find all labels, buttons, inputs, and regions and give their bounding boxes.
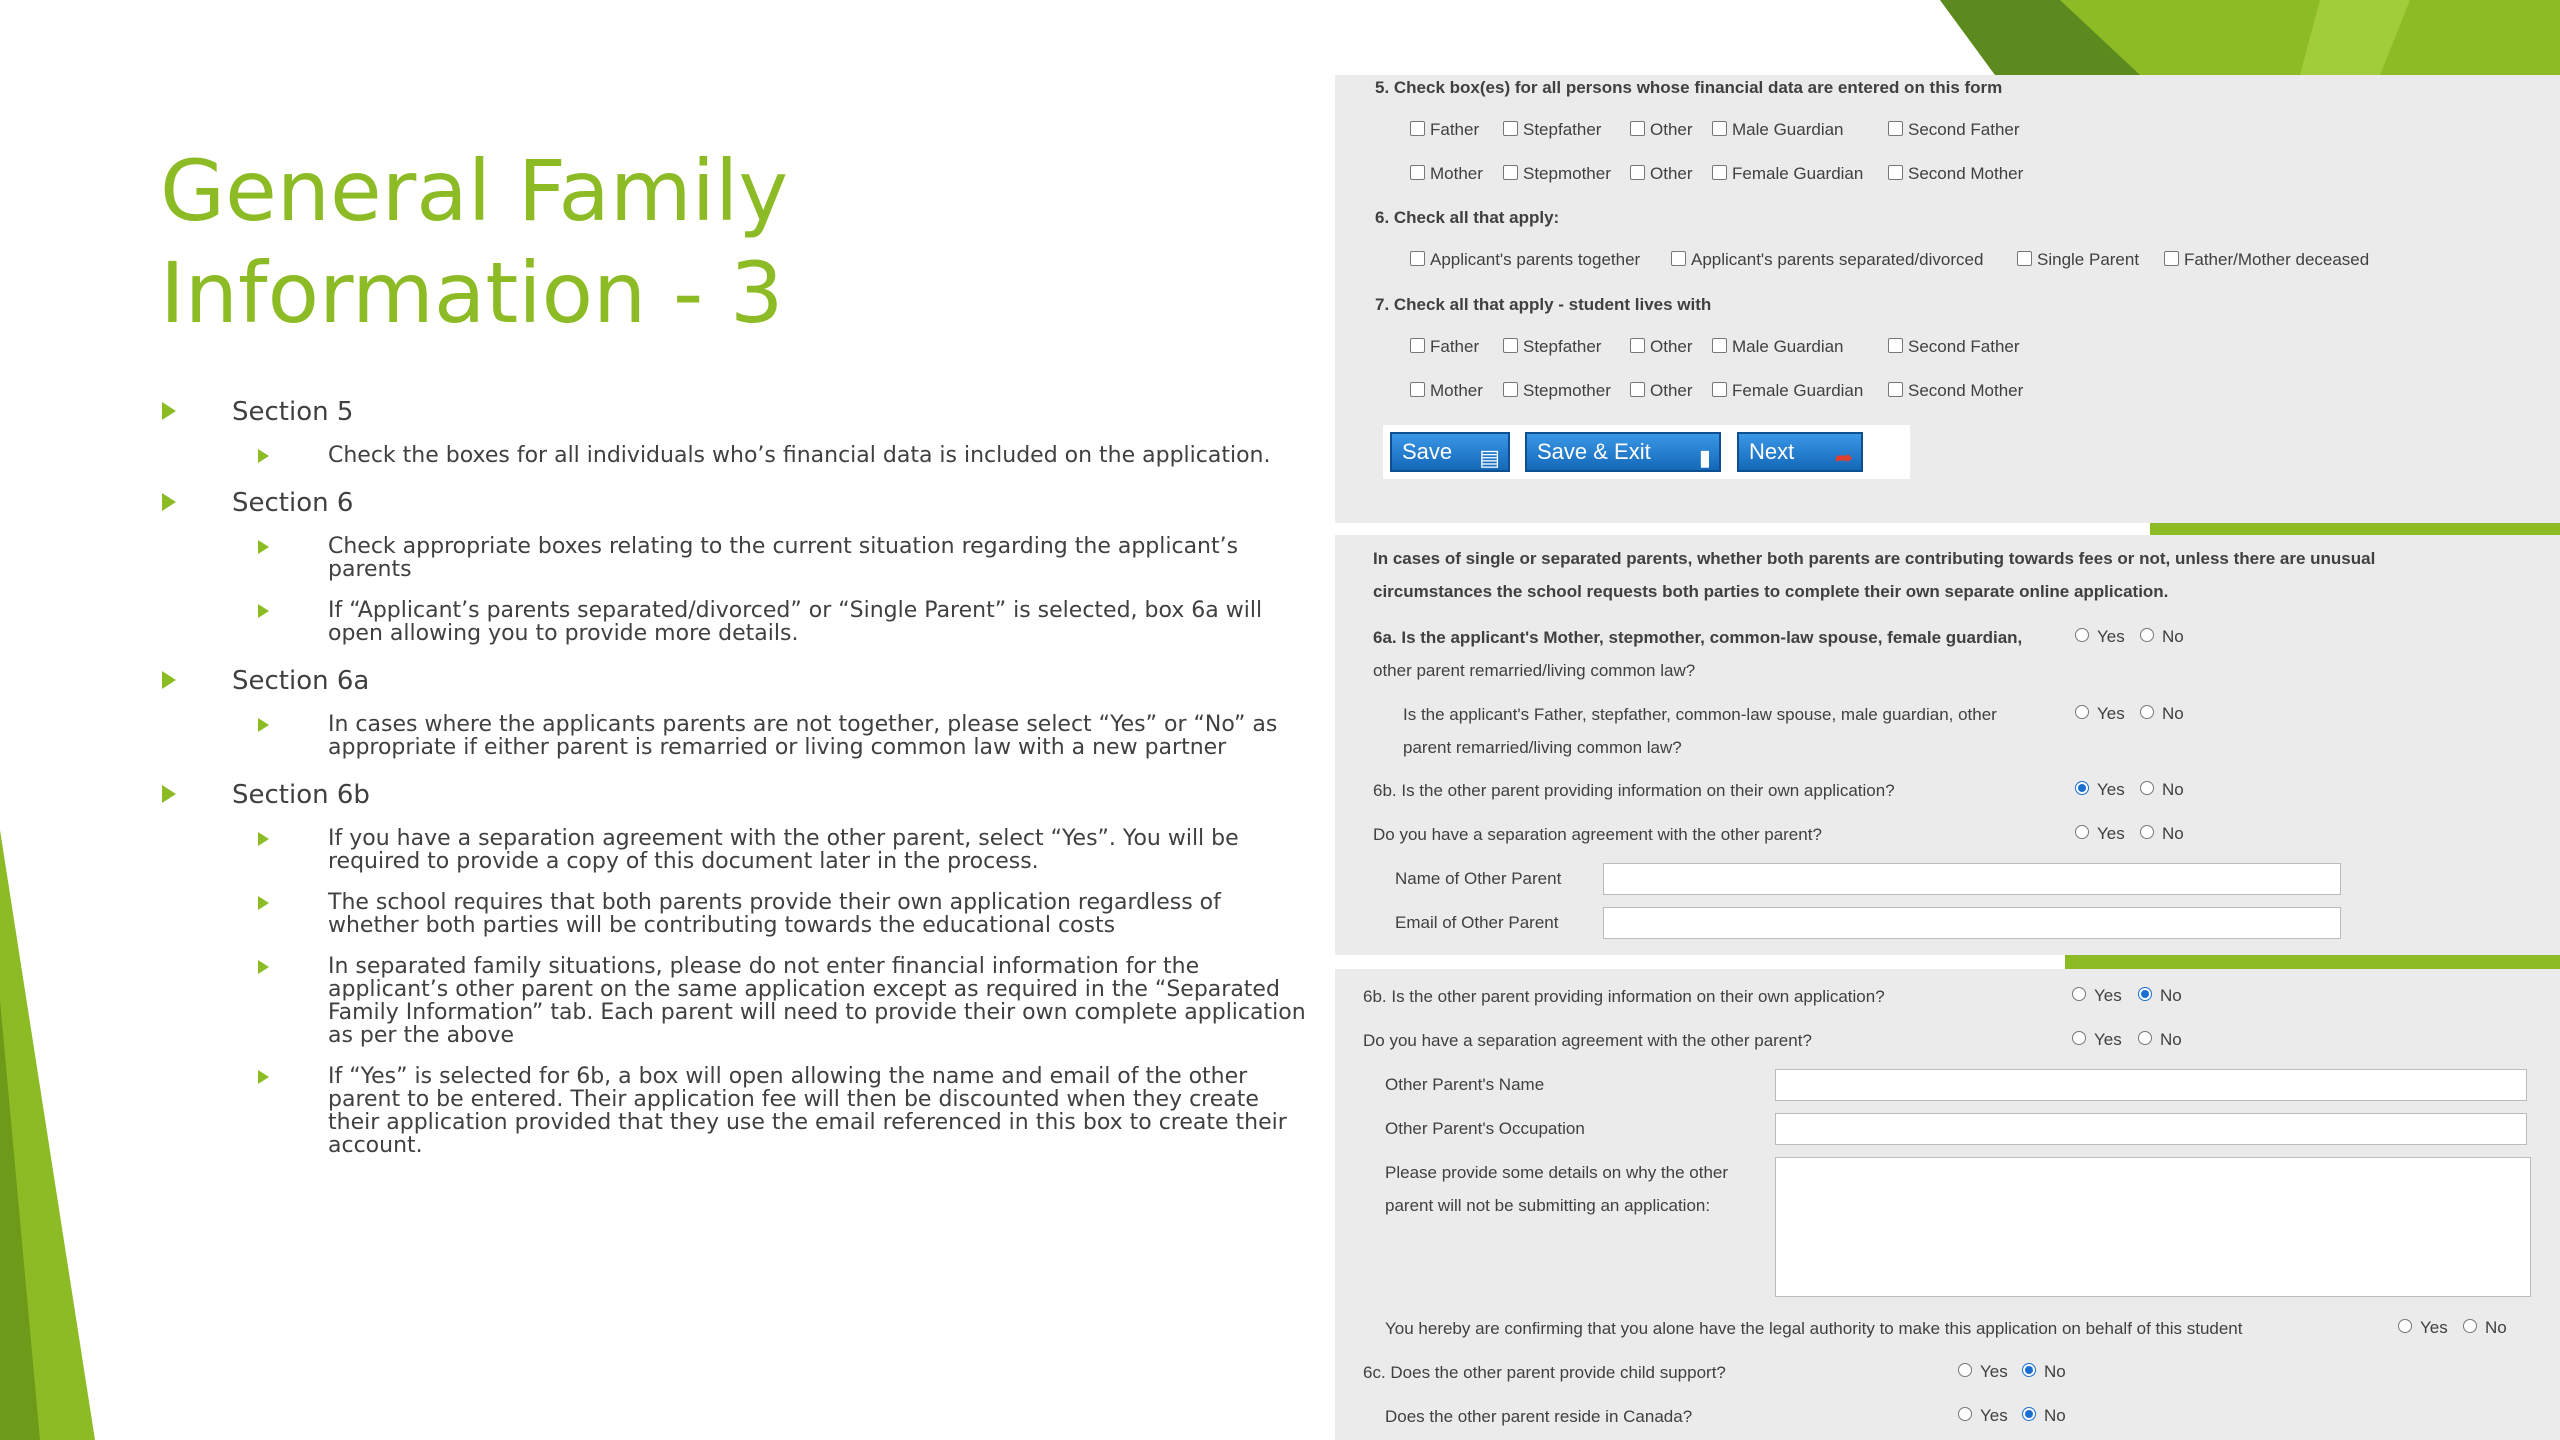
bullet-arrow-icon	[258, 960, 269, 974]
other-parent-occupation-input[interactable]	[1775, 1113, 2527, 1145]
radio-separation-no[interactable]	[2138, 1031, 2152, 1045]
slide-title	[160, 140, 860, 344]
checkbox-lives-female-guardian[interactable]	[1712, 382, 1727, 397]
checkbox-stepfather[interactable]	[1503, 121, 1518, 136]
divider-green	[2150, 523, 2560, 535]
radio-separation-no[interactable]	[2140, 825, 2154, 839]
bullet-list	[160, 380, 1310, 1175]
checkbox-parents-separated[interactable]	[1671, 251, 1686, 266]
bullet-arrow-icon	[258, 1070, 269, 1084]
details-label-line-2: parent will not be submitting an application:	[1385, 1196, 1711, 1215]
save-exit-button[interactable]: Save & Exit ▮	[1525, 432, 1721, 472]
question-6a-father: Is the applicant's Father, stepfather, common-law spouse, male guardian, other	[1403, 705, 1997, 724]
question-6b: 6b. Is the other parent providing information on their own application?	[1373, 781, 1895, 800]
question-separation-agreement: Do you have a separation agreement with the other parent?	[1363, 1031, 1812, 1050]
checkbox-stepmother[interactable]	[1503, 165, 1518, 180]
checkbox-lives-second-mother[interactable]	[1888, 382, 1903, 397]
section-6b-item: In separated family situations, please do not enter financial information for the applicant’s other parent on the same application except as required in the “Separated Family Information” tab. Each parent will need to provide their own complete application as per the above	[160, 955, 1310, 1047]
other-parent-name-input[interactable]	[1775, 1069, 2527, 1101]
arrow-right-icon: ➦	[1834, 445, 1853, 470]
checkbox-father[interactable]	[1410, 121, 1425, 136]
bullet-arrow-icon	[258, 718, 269, 732]
save-button[interactable]: Save ▤	[1390, 432, 1510, 472]
section-6-item: Check appropriate boxes relating to the current situation regarding the applicant’s parents	[160, 535, 1310, 581]
checkbox-lives-other[interactable]	[1630, 338, 1645, 353]
question-separation-agreement: Do you have a separation agreement with the other parent?	[1373, 825, 1822, 844]
question-6b: 6b. Is the other parent providing information on their own application?	[1363, 987, 1885, 1006]
radio-6a-father-no[interactable]	[2140, 705, 2154, 719]
checkbox-lives-stepmother[interactable]	[1503, 382, 1518, 397]
question-6a-mother: 6a. Is the applicant's Mother, stepmother, common-law spouse, female guardian,	[1373, 628, 2023, 647]
question-6c: 6c. Does the other parent provide child support?	[1363, 1363, 1726, 1382]
name-label: Other Parent's Name	[1385, 1075, 1545, 1094]
section-6b-item: If “Yes” is selected for 6b, a box will open allowing the name and email of the other parent to be entered. Their application fee will then be discounted when they create their application provided that they use the email referenced in this box to create their account.	[160, 1065, 1310, 1157]
checkbox-other[interactable]	[1630, 121, 1645, 136]
details-label-line-1: Please provide some details on why the other	[1385, 1163, 1729, 1182]
section-5-bullet: Section 5 Check the boxes for all individuals who’s financial data is included on the application.	[160, 394, 1310, 467]
checkbox-parent-deceased[interactable]	[2164, 251, 2179, 266]
separated-note-line-1: In cases of single or separated parents, whether both parents are contributing towards fees or not, unless there are unusual	[1373, 549, 2376, 568]
top-right-green-accent	[1940, 0, 2560, 80]
name-label: Name of Other Parent	[1395, 869, 1562, 888]
question-reside-canada: Does the other parent reside in Canada?	[1385, 1407, 1693, 1426]
other-parent-email-input[interactable]	[1603, 907, 2341, 939]
checkbox-other[interactable]	[1630, 165, 1645, 180]
separated-note-line-2: circumstances the school requests both parties to complete their own separate online application.	[1373, 582, 2169, 601]
section-6-item: If “Applicant’s parents separated/divorced” or “Single Parent” is selected, box 6a will open allowing you to provide more details.	[160, 599, 1310, 645]
section-6b-bullet: Section 6b If you have a separation agreement with the other parent, select “Yes”. You will be required to provide a copy of this document later in the process. The school requires that both parents provide their own application regardless of whether both parties will be contributing towards the educational costs In separated family situations, please do not enter financial information for the applicant’s other parent on the same application except as required in the “Separated Family Information” tab. Each parent will need to provide their own complete application as per the above If “Yes” is selected for 6b, a box will open allowing the name and email of the other parent to be entered. Their application fee will then be discounted when they create their application provided that they use the email referenced in this box to create their account.	[160, 777, 1310, 1157]
bullet-arrow-icon	[162, 402, 176, 420]
checkbox-male-guardian[interactable]	[1712, 121, 1727, 136]
radio-6a-mother-no[interactable]	[2140, 628, 2154, 642]
form-panel-section-6b-6c: 6b. Is the other parent providing information on their own application? Yes No Do you have a separation agreement with the other parent? Yes No Other Parent's Name Other Parent's Occupation Please provide some details on why the other parent will not be submitting an application: You hereby are confirming that you alone have the legal authority to make this application on behalf of this student Yes No 6c. Does the other parent provide child support? Yes No Does the other parent reside in Canada? Yes No	[1335, 969, 2560, 1440]
left-green-accent	[0, 0, 100, 1440]
bullet-arrow-icon	[258, 449, 269, 463]
checkbox-female-guardian[interactable]	[1712, 165, 1727, 180]
radio-6b-yes[interactable]	[2072, 987, 2086, 1001]
bullet-arrow-icon	[258, 540, 269, 554]
floppy-disk-icon: ▤	[1479, 445, 1500, 470]
bullet-arrow-icon	[258, 832, 269, 846]
radio-6b-no-selected[interactable]	[2138, 987, 2152, 1001]
radio-authority-no[interactable]	[2463, 1319, 2477, 1333]
checkbox-parents-together[interactable]	[1410, 251, 1425, 266]
radio-6a-mother-yes[interactable]	[2075, 628, 2089, 642]
section-6-bullet: Section 6 Check appropriate boxes relating to the current situation regarding the applicant’s parents If “Applicant’s parents separated/divorced” or “Single Parent” is selected, box 6a will open allowing you to provide more details.	[160, 485, 1310, 645]
radio-separation-yes[interactable]	[2075, 825, 2089, 839]
checkbox-lives-second-father[interactable]	[1888, 338, 1903, 353]
radio-separation-yes[interactable]	[2072, 1031, 2086, 1045]
bullet-arrow-icon	[162, 493, 176, 511]
section-6b-item: If you have a separation agreement with the other parent, select “Yes”. You will be required to provide a copy of this document later in the process.	[160, 827, 1310, 873]
authority-confirmation: You hereby are confirming that you alone have the legal authority to make this application on behalf of this student	[1385, 1319, 2243, 1338]
next-button[interactable]: Next ➦	[1737, 432, 1863, 472]
checkbox-second-father[interactable]	[1888, 121, 1903, 136]
radio-canada-yes[interactable]	[1958, 1407, 1972, 1421]
form-panel-section-6a: In cases of single or separated parents, whether both parents are contributing towards fees or not, unless there are unusual circumstances the school requests both parties to complete their own separate online application. 6a. Is the applicant's Mother, stepmother, common-law spouse, female guardian, other parent remarried/living common law? Yes No Is the applicant's Father, stepfather, common-law spouse, male guardian, other parent remarried/living common law? Yes No 6b. Is the other parent providing information on their own application? Yes No Do you have a separation agreement with the other parent? Yes No Name of Other Parent Email of Other Parent	[1335, 535, 2560, 955]
radio-6a-father-yes[interactable]	[2075, 705, 2089, 719]
form-panel-sections-5-7: 5. Check box(es) for all persons whose financial data are entered on this form Father Stepfather Other Male Guardian Second Father Mother Stepmother Other Female Guardian Second Mother 6. Check all that apply: Applicant's parents together Applicant's parents separated/divorced Single Parent Father/Mother deceased 7. Check all that apply - student lives with Father Stepfather Other Male Guardian Second Father Mother Stepmother Other Female Guardian Second Mother Save ▤ Save & Exit ▮ Next ➦	[1335, 75, 2560, 523]
checkbox-lives-other[interactable]	[1630, 382, 1645, 397]
radio-authority-yes[interactable]	[2398, 1319, 2412, 1333]
radio-6c-no-selected[interactable]	[2022, 1363, 2036, 1377]
section-6b-item: The school requires that both parents provide their own application regardless of whether both parties will be contributing towards the educational costs	[160, 891, 1310, 937]
section-6a-bullet: Section 6a In cases where the applicants parents are not together, please select “Yes” or “No” as appropriate if either parent is remarried or living common law with a new partner	[160, 663, 1310, 759]
radio-6b-yes-selected[interactable]	[2075, 781, 2089, 795]
checkbox-mother[interactable]	[1410, 165, 1425, 180]
other-parent-name-input[interactable]	[1603, 863, 2341, 895]
section-5-item: Check the boxes for all individuals who’s financial data is included on the application.	[160, 444, 1310, 467]
radio-6b-no[interactable]	[2140, 781, 2154, 795]
question-7: 7. Check all that apply - student lives with	[1375, 295, 1712, 314]
divider-green	[2065, 955, 2560, 969]
checkbox-lives-stepfather[interactable]	[1503, 338, 1518, 353]
exit-door-icon: ▮	[1698, 445, 1711, 470]
occupation-label: Other Parent's Occupation	[1385, 1119, 1585, 1138]
radio-canada-no-selected[interactable]	[2022, 1407, 2036, 1421]
bullet-arrow-icon	[162, 671, 176, 689]
question-5: 5. Check box(es) for all persons whose financial data are entered on this form	[1375, 78, 2003, 97]
title-line-1: General Family	[160, 142, 789, 240]
checkbox-lives-male-guardian[interactable]	[1712, 338, 1727, 353]
title-line-2: Information - 3	[160, 244, 784, 342]
email-label: Email of Other Parent	[1395, 913, 1559, 932]
checkbox-second-mother[interactable]	[1888, 165, 1903, 180]
checkbox-lives-father[interactable]	[1410, 338, 1425, 353]
checkbox-single-parent[interactable]	[2017, 251, 2032, 266]
section-6a-item: In cases where the applicants parents are not together, please select “Yes” or “No” as appropriate if either parent is remarried or living common law with a new partner	[160, 713, 1310, 759]
details-textarea[interactable]	[1775, 1157, 2531, 1297]
question-6: 6. Check all that apply:	[1375, 208, 1560, 227]
bullet-arrow-icon	[258, 896, 269, 910]
checkbox-lives-mother[interactable]	[1410, 382, 1425, 397]
bullet-arrow-icon	[258, 604, 269, 618]
radio-6c-yes[interactable]	[1958, 1363, 1972, 1377]
bullet-arrow-icon	[162, 785, 176, 803]
